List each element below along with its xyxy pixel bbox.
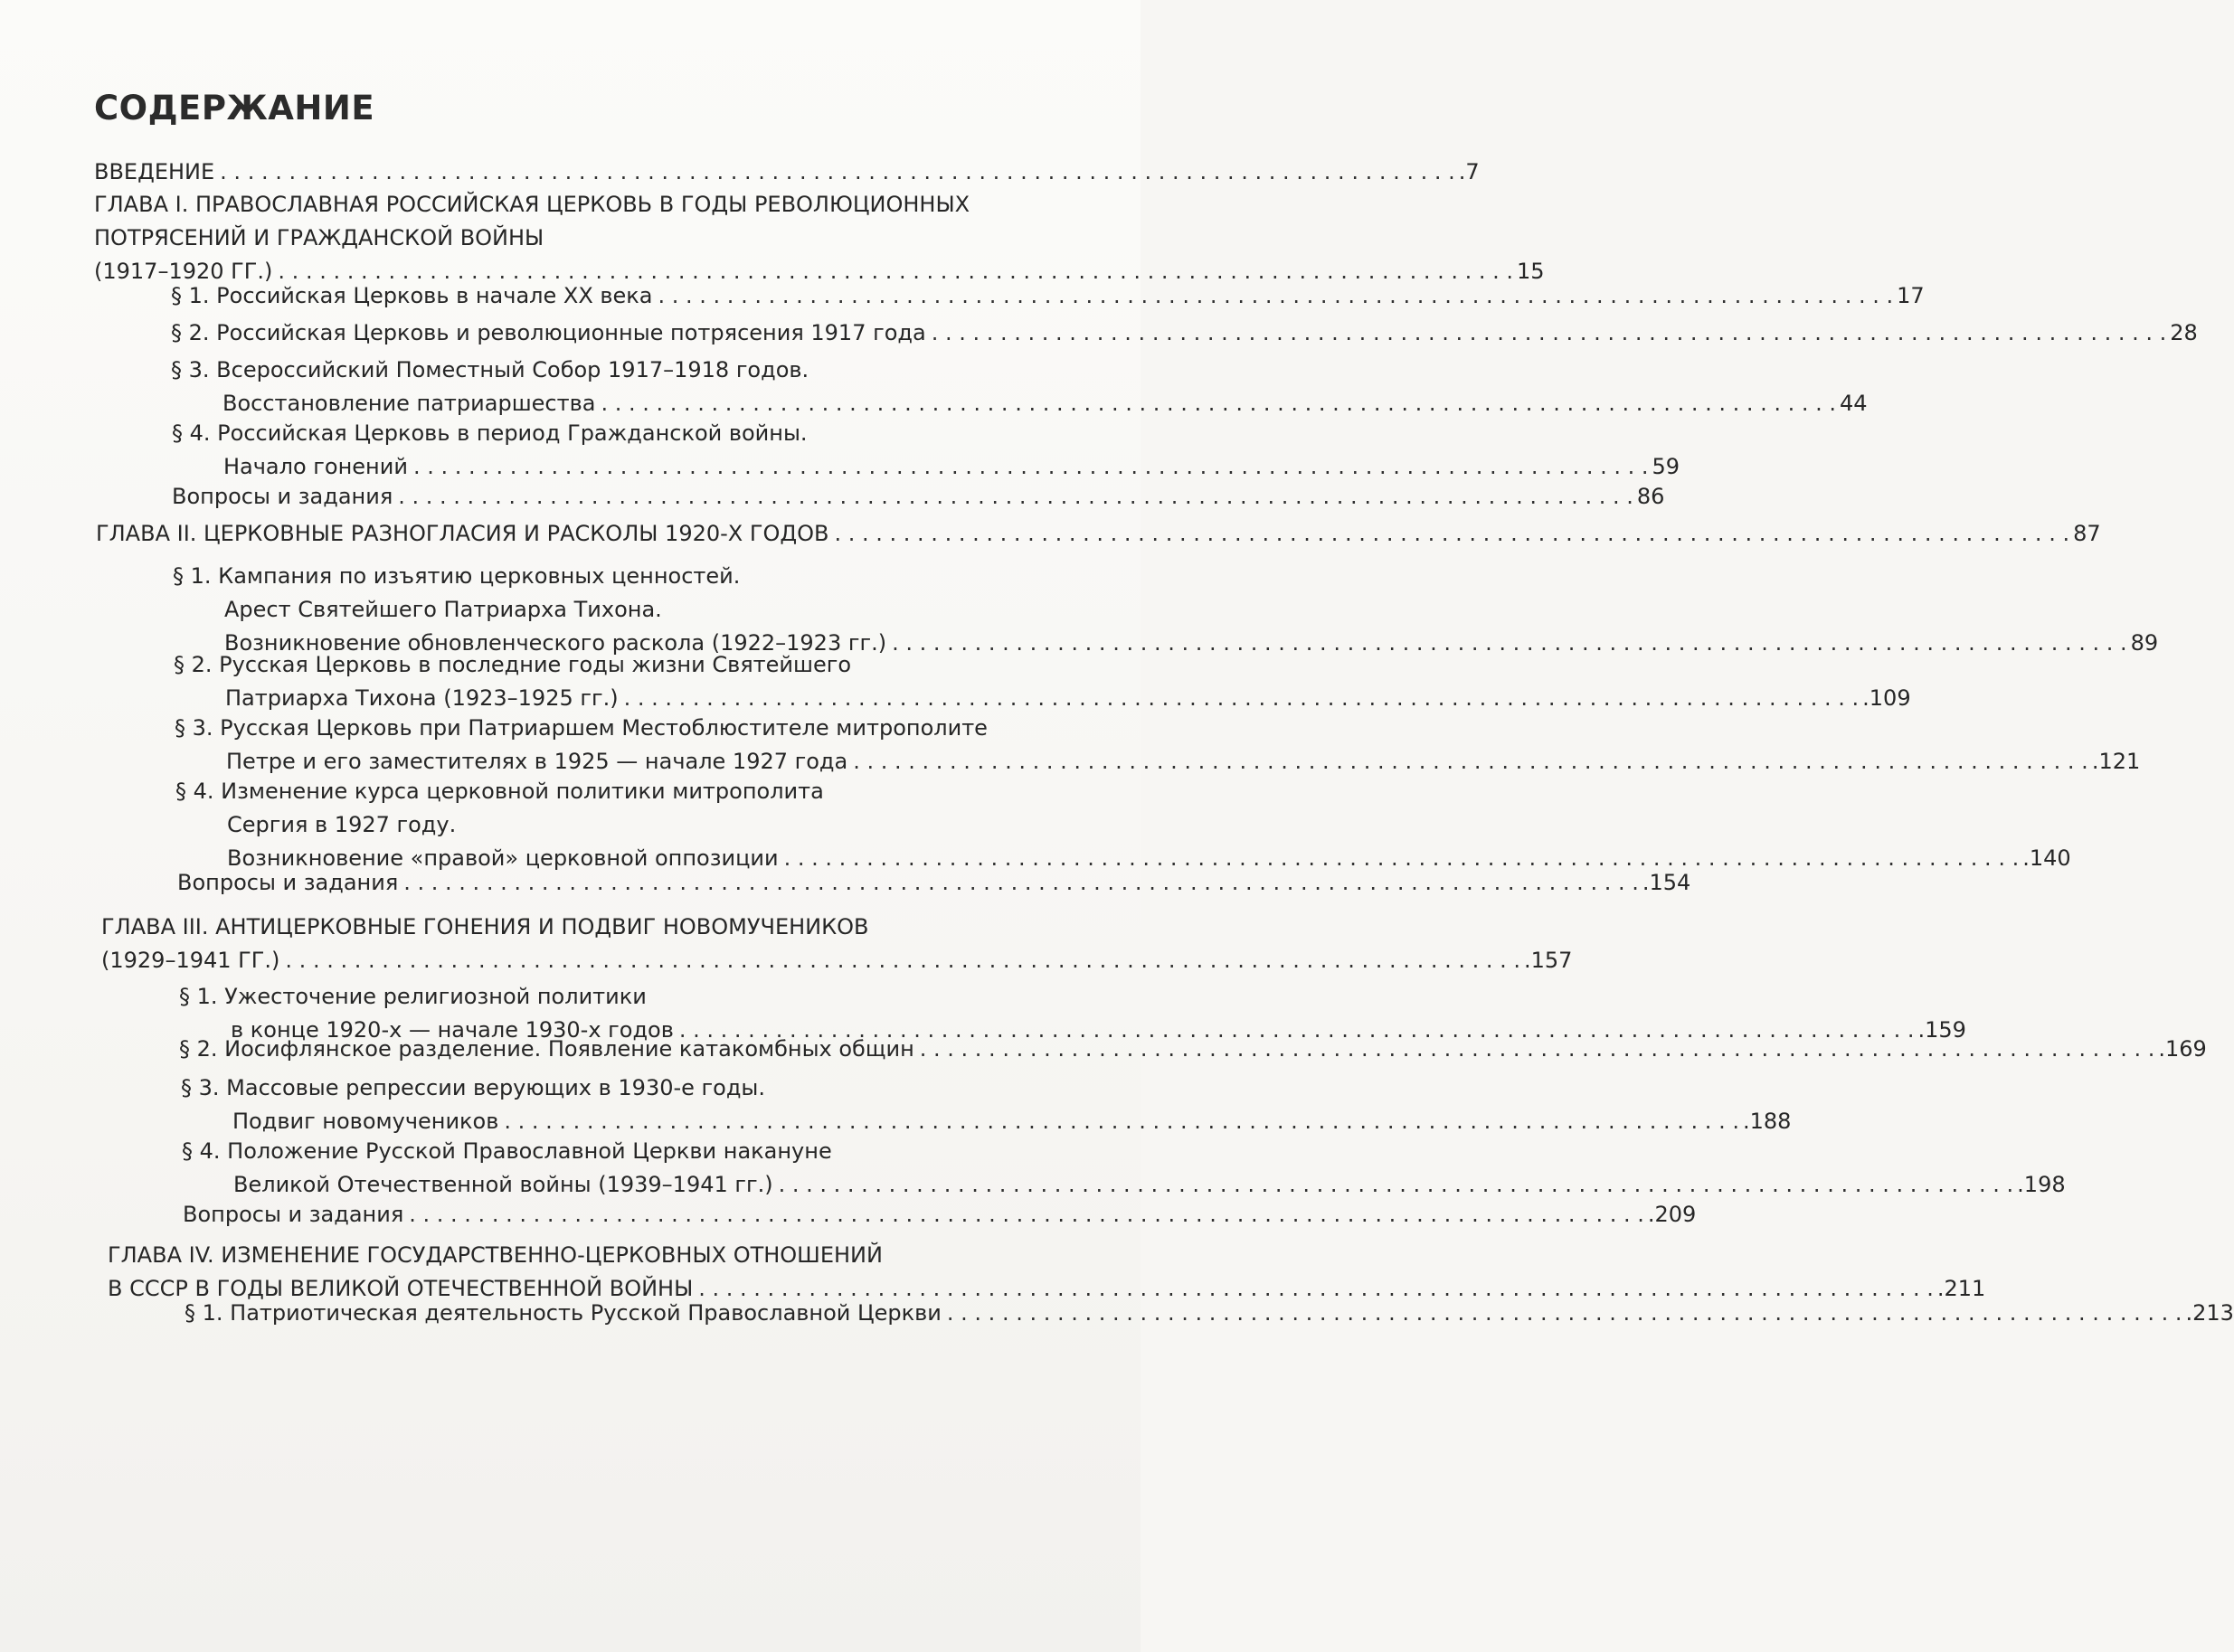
toc-entry-last-line — [171, 316, 2198, 350]
toc-entry-last-line — [177, 866, 1690, 900]
toc-entry[interactable] — [171, 354, 1868, 420]
page-number: .154 — [1642, 870, 1691, 895]
page-number: .188 — [1742, 1109, 1792, 1134]
toc-entry[interactable] — [108, 1239, 1986, 1306]
toc-entry-line: § 3. Массовые репрессии верующих в 1930-е годы. — [181, 1075, 765, 1100]
toc-entry-last-line — [179, 1033, 2207, 1066]
toc-entry-line: Вопросы и задания — [172, 484, 393, 509]
page-number: .109 — [1862, 685, 1911, 711]
toc-entry-last-line — [175, 745, 2140, 779]
toc-entry-text — [175, 775, 2071, 875]
toc-entry-line: ГЛАВА III. АНТИЦЕРКОВНЫЕ ГОНЕНИЯ И ПОДВИГ НОВОМУЧЕНИКОВ — [101, 914, 869, 939]
toc-entry-line: Возникновение обновленческого раскола (1922–1923 гг.) — [224, 630, 887, 656]
toc-entry-line: § 2. Русская Церковь в последние годы жизни Святейшего — [174, 652, 852, 677]
dot-leader — [920, 1033, 2155, 1066]
page-number: 15 — [1517, 259, 1545, 284]
toc-entry-line: Начало гонений — [223, 454, 408, 479]
toc-entry[interactable] — [183, 1198, 1697, 1232]
dot-leader — [779, 1168, 2014, 1202]
toc-entry-text — [181, 1071, 1791, 1138]
toc-entry-line: Вопросы и задания — [177, 870, 399, 895]
toc-entry-line: ГЛАВА I. ПРАВОСЛАВНАЯ РОССИЙСКАЯ ЦЕРКОВЬ В ГОДЫ РЕВОЛЮЦИОННЫХ — [94, 192, 970, 217]
dot-leader — [853, 745, 2088, 779]
dot-leader — [398, 480, 1633, 514]
toc-entry-line: § 2. Российская Церковь и революционные потрясения 1917 года — [171, 320, 926, 345]
dot-leader — [947, 1297, 2182, 1330]
toc-entry-text — [101, 911, 1572, 977]
page-number: 59 — [1652, 454, 1680, 479]
page-number: 86 — [1636, 484, 1665, 509]
toc-entry-line: § 4. Российская Церковь в период Гражданской войны. — [172, 420, 808, 446]
toc-entry-line: ВВЕДЕНИЕ — [94, 159, 215, 184]
toc-entry-line: (1929–1941 ГГ.) — [101, 948, 280, 973]
toc-entry-text — [108, 1239, 1985, 1306]
page-number: .121 — [2091, 749, 2141, 774]
toc-entry[interactable] — [181, 1071, 1792, 1138]
toc-entry[interactable] — [94, 188, 1545, 288]
toc-entry-last-line — [171, 279, 1925, 313]
toc-entry-text — [185, 1297, 2234, 1330]
toc-entry-text — [96, 517, 2101, 551]
page-number: 17 — [1897, 283, 1925, 308]
dot-leader — [932, 316, 2167, 350]
dot-leader — [403, 866, 1639, 900]
page-number: 89 — [2130, 630, 2159, 656]
toc-entry[interactable] — [185, 1297, 2234, 1330]
toc-entry-last-line — [172, 450, 1680, 484]
dot-leader — [285, 944, 1520, 977]
toc-entry-text — [179, 1033, 2207, 1066]
toc-entry-line: В СССР В ГОДЫ ВЕЛИКОЙ ОТЕЧЕСТВЕННОЙ ВОЙНЫ — [108, 1276, 694, 1301]
toc-entry-line: § 4. Изменение курса церковной политики митрополита — [175, 779, 824, 804]
toc-entry-line: ГЛАВА IV. ИЗМЕНЕНИЕ ГОСУДАРСТВЕННО-ЦЕРКОВНЫХ ОТНОШЕНИЙ — [108, 1242, 883, 1268]
toc-entry[interactable] — [182, 1135, 2066, 1202]
toc-entry-last-line — [182, 1168, 2066, 1202]
dot-leader — [601, 387, 1836, 420]
toc-entry-last-line — [96, 517, 2101, 551]
toc-entry-line: § 2. Иосифлянское разделение. Появление катакомбных общин — [179, 1036, 914, 1062]
toc-entry-line: § 3. Всероссийский Поместный Собор 1917–1918 годов. — [171, 357, 809, 382]
dot-leader — [835, 517, 2070, 551]
toc-entry-line: Патриарха Тихона (1923–1925 гг.) — [225, 685, 619, 711]
dot-leader — [220, 156, 1455, 189]
toc-entry-text — [171, 316, 2198, 350]
toc-entry-last-line — [181, 1105, 1791, 1138]
toc-entry-line: Петре и его заместителях в 1925 — начале 1927 года — [226, 749, 848, 774]
toc-entry[interactable] — [179, 1033, 2207, 1066]
toc-entry[interactable] — [94, 156, 1480, 189]
toc-entry[interactable] — [173, 560, 2159, 660]
toc-entry-line: Подвиг новомучеников — [232, 1109, 499, 1134]
toc-entry[interactable] — [177, 866, 1691, 900]
toc-entry-last-line — [174, 682, 1911, 715]
toc-entry-line: Восстановление патриаршества — [222, 391, 596, 416]
toc-entry-line: Арест Святейшего Патриарха Тихона. — [224, 597, 662, 622]
toc-entry[interactable] — [172, 417, 1680, 484]
page-number: .209 — [1647, 1202, 1697, 1227]
toc-entry-line: § 3. Русская Церковь при Патриаршем Местоблюстителе митрополите — [175, 715, 988, 741]
toc-entry[interactable] — [171, 316, 2198, 350]
toc-entry[interactable] — [96, 517, 2101, 551]
toc-entry-text — [94, 156, 1480, 189]
toc-entry-line: Возникновение «правой» церковной оппозиции — [227, 845, 779, 871]
page-number: 28 — [2170, 320, 2198, 345]
page-number: .159 — [1917, 1017, 1966, 1043]
toc-entry-line: § 1. Российская Церковь в начале XX века — [171, 283, 653, 308]
toc-entry[interactable] — [172, 480, 1665, 514]
dot-leader — [413, 450, 1649, 484]
dot-leader — [624, 682, 1860, 715]
page-title: СОДЕРЖАНИЕ — [94, 89, 375, 127]
toc-entry-text — [171, 279, 1925, 313]
toc-entry-line: Великой Отечественной войны (1939–1941 гг.) — [233, 1172, 773, 1197]
page-number: .198 — [2017, 1172, 2066, 1197]
toc-entry-line: § 1. Кампания по изъятию церковных ценностей. — [173, 563, 741, 589]
toc-entry-last-line — [94, 156, 1480, 189]
toc-entry[interactable] — [174, 648, 1911, 715]
toc-entry[interactable] — [175, 712, 2141, 779]
toc-entry-line: § 1. Ужесточение религиозной политики — [179, 984, 647, 1009]
toc-entry-text — [173, 560, 2158, 660]
toc-entry-last-line — [172, 480, 1664, 514]
toc-entry-last-line — [185, 1297, 2234, 1330]
toc-entry-text — [177, 866, 1690, 900]
toc-entry-line: ПОТРЯСЕНИЙ И ГРАЖДАНСКОЙ ВОЙНЫ — [94, 225, 544, 250]
page-number: 44 — [1840, 391, 1868, 416]
toc-entry[interactable] — [171, 279, 1925, 313]
toc-entry-text — [172, 480, 1664, 514]
page-number: .213 — [2185, 1300, 2234, 1326]
toc-entry-last-line — [101, 944, 1572, 977]
toc-entry[interactable] — [101, 911, 1573, 977]
toc-entry-line: § 4. Положение Русской Православной Церкви накануне — [182, 1138, 832, 1164]
toc-entry-line: Сергия в 1927 году. — [227, 812, 457, 837]
toc-entry-text — [171, 354, 1868, 420]
dot-leader — [409, 1198, 1644, 1232]
page-number: .140 — [2022, 845, 2071, 871]
toc-entry-line: Вопросы и задания — [183, 1202, 404, 1227]
toc-entry-line: ГЛАВА II. ЦЕРКОВНЫЕ РАЗНОГЛАСИЯ И РАСКОЛЫ 1920-Х ГОДОВ — [96, 521, 829, 546]
toc-entry-last-line — [183, 1198, 1696, 1232]
toc-entry-text — [174, 648, 1911, 715]
toc-entry[interactable] — [175, 775, 2071, 875]
toc-entry-text — [94, 188, 1545, 288]
toc-entry-text — [182, 1135, 2066, 1202]
page-number: .169 — [2158, 1036, 2207, 1062]
toc-entry-text — [175, 712, 2140, 779]
toc-entry-text — [172, 417, 1680, 484]
toc-entry-line: § 1. Патриотическая деятельность Русской Православной Церкви — [185, 1300, 942, 1326]
dot-leader — [504, 1105, 1739, 1138]
page-number: .211 — [1936, 1276, 1986, 1301]
toc-entry-line: (1917–1920 ГГ.) — [94, 259, 273, 284]
page-number: 87 — [2073, 521, 2101, 546]
toc-entry-text — [183, 1198, 1696, 1232]
toc-entry-last-line — [171, 387, 1868, 420]
dot-leader — [658, 279, 1894, 313]
page-number: .7 — [1458, 159, 1480, 184]
toc-entry-line: в конце 1920-х — начале 1930-х годов — [231, 1017, 674, 1043]
page-number: .157 — [1524, 948, 1573, 973]
